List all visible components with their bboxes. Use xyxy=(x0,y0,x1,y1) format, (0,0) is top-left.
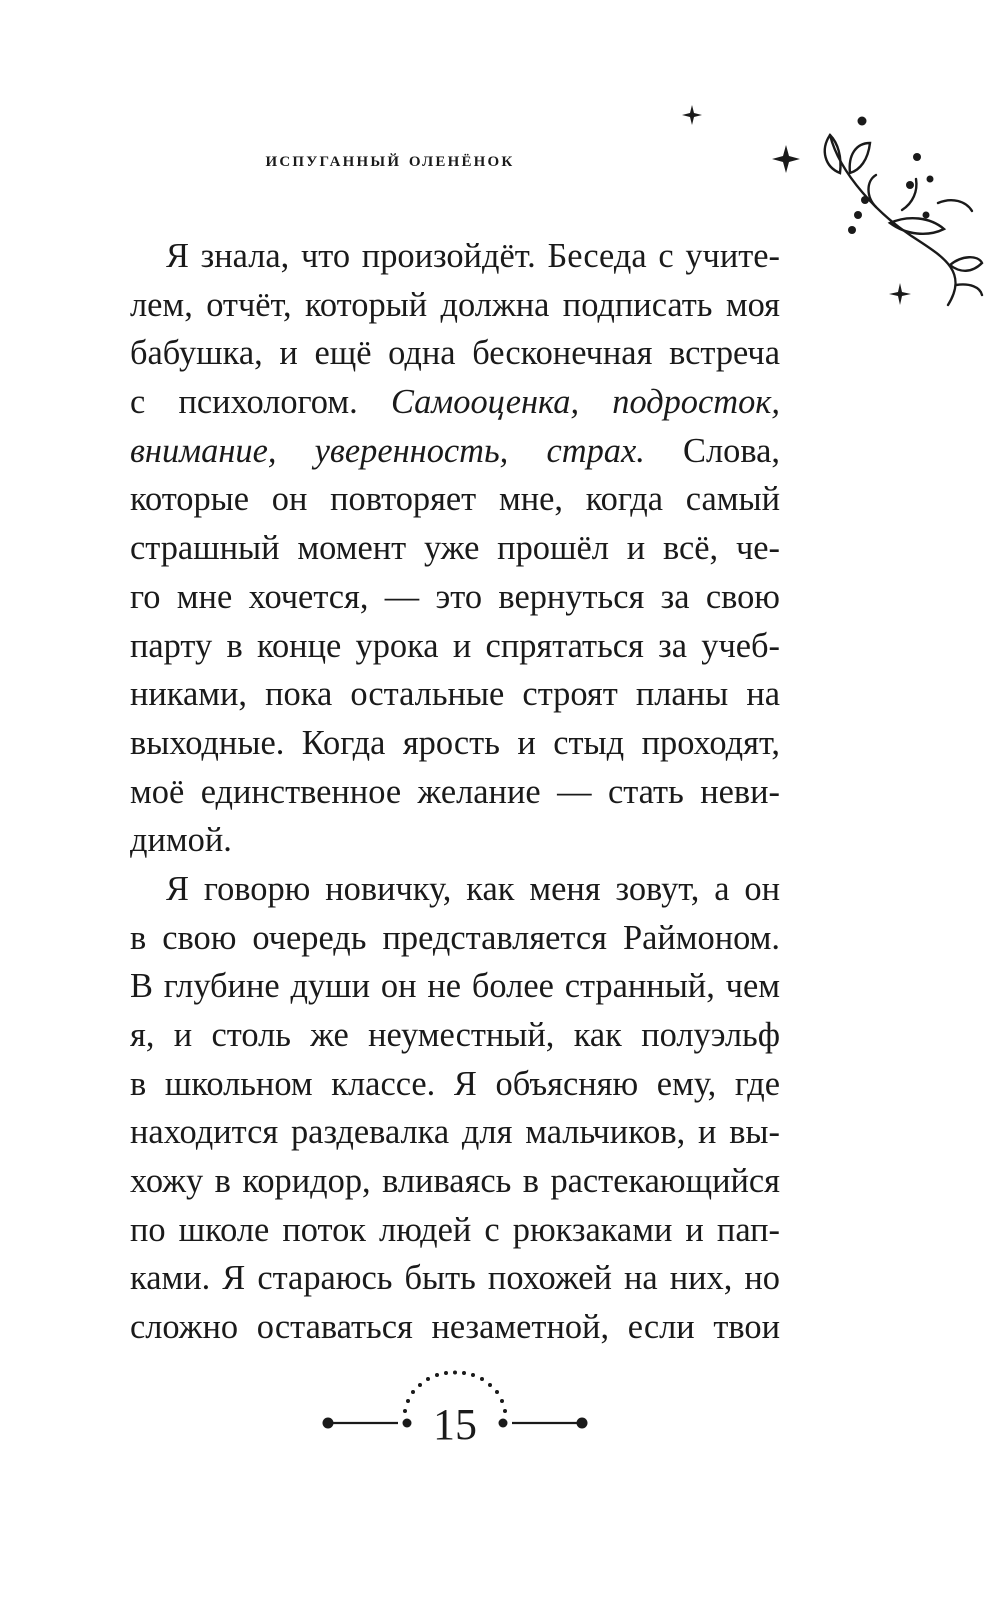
text-span: с психологом. xyxy=(130,383,391,422)
text-line: парту в конце урока и спрятаться за учеб- xyxy=(130,626,780,665)
text-span: Слова, xyxy=(644,431,780,470)
italic-text: внимание, уверенность, страх. xyxy=(130,431,645,470)
text-line: страшный момент уже прошёл и всё, че- xyxy=(130,529,780,568)
text-line: бабушка, и ещё одна бесконечная встреча xyxy=(130,334,780,373)
text-line: Я знала, что произойдёт. Беседа с учите- xyxy=(166,237,780,275)
text-line: сложно оставаться незаметной, если твои xyxy=(130,1308,780,1347)
text-line: го мне хочется, — это вернуться за свою xyxy=(130,577,780,616)
text-line xyxy=(130,427,780,476)
italic-text: Самооценка, подросток, xyxy=(390,383,780,422)
text-line: которые он повторяет мне, когда самый xyxy=(130,480,780,519)
text-line: В глубине души он не более странный, чем xyxy=(130,967,780,1006)
text-line: выходные. Когда ярость и стыд проходят, xyxy=(130,723,780,762)
text-line: по школе поток людей с рюкзаками и пап- xyxy=(130,1210,780,1249)
text-line xyxy=(130,378,780,427)
body-text xyxy=(130,232,780,1352)
page-number: 15 xyxy=(433,1400,477,1449)
running-title: испуганный оленёнок xyxy=(265,146,515,171)
text-line: ками. Я стараюсь быть похожей на них, но xyxy=(130,1259,780,1298)
text-line: лем, отчёт, который должна подписать моя xyxy=(130,285,780,324)
text-line: в школьном классе. Я объясняю ему, где xyxy=(130,1064,780,1103)
text-line: никами, пока остальные строят планы на xyxy=(130,675,780,714)
text-line: я, и столь же неуместный, как полуэльф xyxy=(130,1016,780,1054)
text-line: моё единственное желание — стать неви- xyxy=(130,772,780,811)
text-line: хожу в коридор, вливаясь в растекающийся xyxy=(130,1162,780,1201)
text-line: димой. xyxy=(130,821,232,860)
text-line: находится раздевалка для мальчиков, и вы- xyxy=(130,1113,780,1152)
text-line: Я говорю новичку, как меня зовут, а он xyxy=(166,869,780,908)
text-line: в свою очередь представляется Раймоном. xyxy=(130,918,780,957)
